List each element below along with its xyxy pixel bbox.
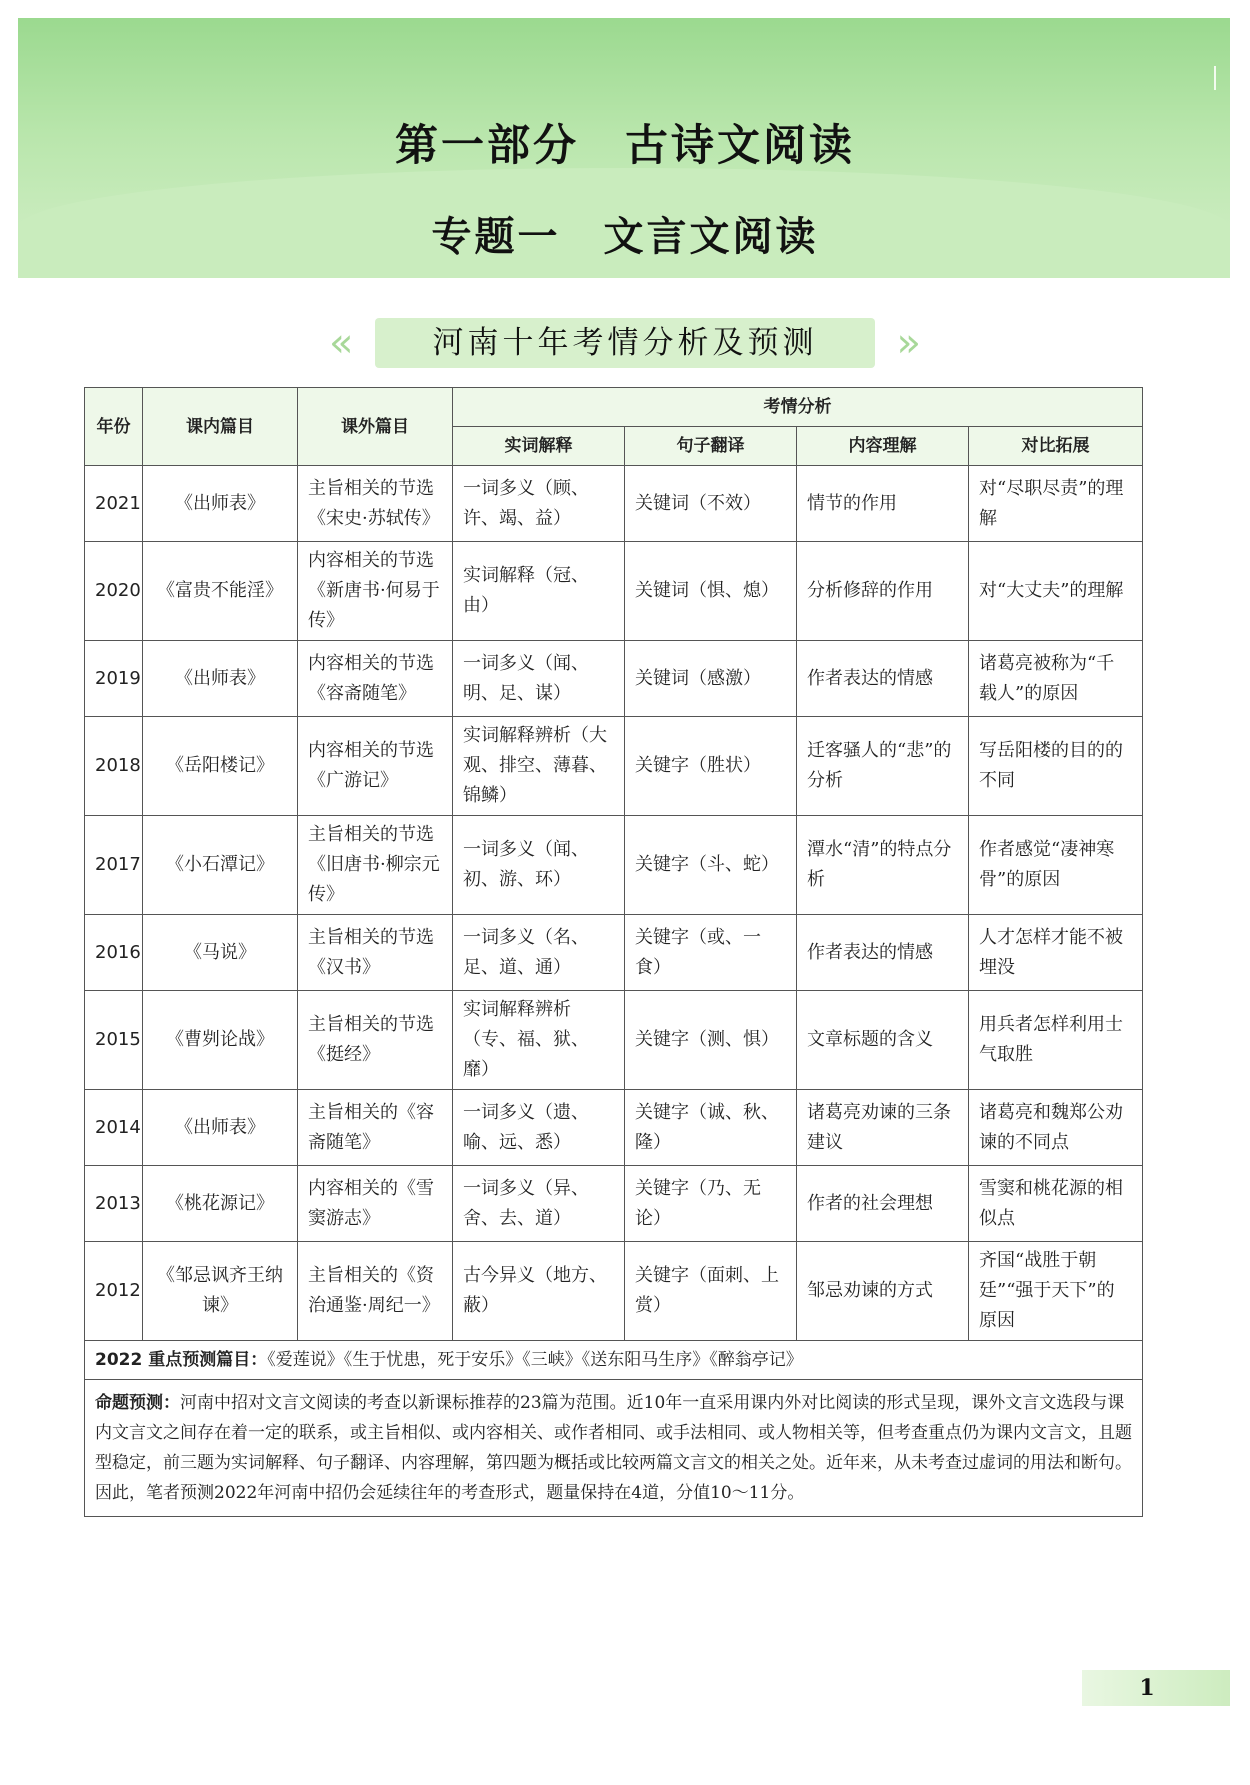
chevron-left-icon: « [329,320,354,366]
word-explanation: 一词多义（顾、许、竭、益） [453,466,625,542]
outer-title: 主旨相关的《资治通鉴·周纪一》 [298,1242,453,1341]
header-year: 年份 [85,388,143,466]
outer-title: 主旨相关的《容斋随笔》 [298,1090,453,1166]
inner-title: 《马说》 [143,915,298,991]
content-understanding: 作者的社会理想 [797,1166,969,1242]
content-understanding: 作者表达的情感 [797,641,969,717]
sentence-translation: 关键字（或、一食） [625,915,797,991]
outer-title: 主旨相关的节选《旧唐书·柳宗元传》 [298,816,453,915]
outer-title: 内容相关的节选《广游记》 [298,717,453,816]
year: 2021 [85,466,143,542]
content-understanding: 邹忌劝谏的方式 [797,1242,969,1341]
inner-title: 《出师表》 [143,1090,298,1166]
content-understanding: 作者表达的情感 [797,915,969,991]
comparison: 对“尽职尽责”的理解 [969,466,1143,542]
table-row [85,1242,1143,1341]
comparison: 雪窦和桃花源的相似点 [969,1166,1143,1242]
table-row [85,717,1143,816]
page-number: 1 [1139,1675,1155,1701]
year: 2018 [85,717,143,816]
prediction-cell [85,1380,1143,1517]
sentence-translation: 关键词（感激） [625,641,797,717]
word-explanation: 一词多义（遗、喻、远、悉） [453,1090,625,1166]
comparison: 齐国“战胜于朝廷”“强于天下”的原因 [969,1242,1143,1341]
header-words: 实词解释 [453,427,625,466]
outer-title: 主旨相关的节选《挺经》 [298,991,453,1090]
comparison: 诸葛亮和魏郑公劝谏的不同点 [969,1090,1143,1166]
topic-title: 专题一 文言文阅读 [431,214,819,260]
table-row [85,542,1143,641]
outer-title: 内容相关的节选《容斋随笔》 [298,641,453,717]
forecast-text: 《爱莲说》《生于忧患，死于安乐》《三峡》《送东阳马生序》《醉翁亭记》 [267,1350,803,1370]
table-row [85,991,1143,1090]
inner-title: 《桃花源记》 [143,1166,298,1242]
sentence-translation: 关键字（乃、无论） [625,1166,797,1242]
comparison: 人才怎样才能不被埋没 [969,915,1143,991]
inner-title: 《富贵不能淫》 [143,542,298,641]
table-row [85,915,1143,991]
comparison: 作者感觉“凄神寒骨”的原因 [969,816,1143,915]
table-row [85,1090,1143,1166]
sentence-translation: 关键字（胜状） [625,717,797,816]
header-content: 内容理解 [797,427,969,466]
outer-title: 内容相关的《雪窦游志》 [298,1166,453,1242]
word-explanation: 一词多义（异、舍、去、道） [453,1166,625,1242]
word-explanation: 一词多义（闻、明、足、谋） [453,641,625,717]
year: 2016 [85,915,143,991]
year: 2020 [85,542,143,641]
inner-title: 《出师表》 [143,641,298,717]
prediction-label: 命题预测： [95,1393,180,1413]
comparison: 用兵者怎样利用士气取胜 [969,991,1143,1090]
outer-title: 内容相关的节选《新唐书·何易于传》 [298,542,453,641]
comparison: 写岳阳楼的目的的不同 [969,717,1143,816]
comparison: 诸葛亮被称为“千载人”的原因 [969,641,1143,717]
comparison: 对“大丈夫”的理解 [969,542,1143,641]
section-banner [325,318,925,368]
sentence-translation: 关键词（不效） [625,466,797,542]
year: 2019 [85,641,143,717]
word-explanation: 一词多义（名、足、道、通） [453,915,625,991]
content-understanding: 迁客骚人的“悲”的分析 [797,717,969,816]
chevron-right-icon: » [896,320,921,366]
exam-analysis-table [84,387,1143,1517]
word-explanation: 古今异义（地方、蔽） [453,1242,625,1341]
word-explanation: 实词解释（冠、由） [453,542,625,641]
sentence-translation: 关键字（面刺、上赏） [625,1242,797,1341]
content-understanding: 分析修辞的作用 [797,542,969,641]
table-row [85,1166,1143,1242]
content-understanding: 情节的作用 [797,466,969,542]
forecast-cell [85,1341,1143,1380]
content-understanding: 文章标题的含义 [797,991,969,1090]
header-outer: 课外篇目 [298,388,453,466]
sentence-translation: 关键字（测、惧） [625,991,797,1090]
header-sentence: 句子翻译 [625,427,797,466]
word-explanation: 实词解释辨析（专、福、狱、靡） [453,991,625,1090]
forecast-label: 2022 重点预测篇目： [95,1350,268,1370]
table-row [85,816,1143,915]
header-compare: 对比拓展 [969,427,1143,466]
page-number-badge [1082,1670,1230,1706]
sentence-translation: 关键字（斗、蛇） [625,816,797,915]
table-row [85,641,1143,717]
year: 2014 [85,1090,143,1166]
prediction-text: 河南中招对文言文阅读的考查以新课标推荐的23篇为范围。近10年一直采用课内外对比阅读的形式呈现，课外文言文选段与课内文言文之间存在着一定的联系，或主旨相似、或内容相关、或作者相同、或手法相同、或人物相关等，但考查重点仍为课内文言文，且题型稳定，前三题为实词解释、句子翻译、内容理解，第四题为概括或比较两篇文言文的相关之处。近年来，从未考查过虚词的用法和断句。因此，笔者预测2022年河南中招仍会延续往年的考查形式，题量保持在4道，分值10～11分。 [95,1393,1132,1503]
year: 2012 [85,1242,143,1341]
table-row [85,466,1143,542]
part-title: 第一部分 古诗文阅读 [395,121,855,171]
year: 2013 [85,1166,143,1242]
word-explanation: 一词多义（闻、初、游、环） [453,816,625,915]
inner-title: 《曹刿论战》 [143,991,298,1090]
inner-title: 《出师表》 [143,466,298,542]
header-inner: 课内篇目 [143,388,298,466]
outer-title: 主旨相关的节选《宋史·苏轼传》 [298,466,453,542]
year: 2015 [85,991,143,1090]
year: 2017 [85,816,143,915]
header-analysis: 考情分析 [453,388,1143,427]
content-understanding: 诸葛亮劝谏的三条建议 [797,1090,969,1166]
word-explanation: 实词解释辨析（大观、排空、薄暮、锦鳞） [453,717,625,816]
inner-title: 《邹忌讽齐王纳谏》 [143,1242,298,1341]
content-understanding: 潭水“清”的特点分析 [797,816,969,915]
inner-title: 《岳阳楼记》 [143,717,298,816]
sentence-translation: 关键词（惧、熄） [625,542,797,641]
section-title: 河南十年考情分析及预测 [432,325,818,361]
inner-title: 《小石潭记》 [143,816,298,915]
decorative-line [1214,66,1216,90]
outer-title: 主旨相关的节选《汉书》 [298,915,453,991]
sentence-translation: 关键字（诚、秋、隆） [625,1090,797,1166]
